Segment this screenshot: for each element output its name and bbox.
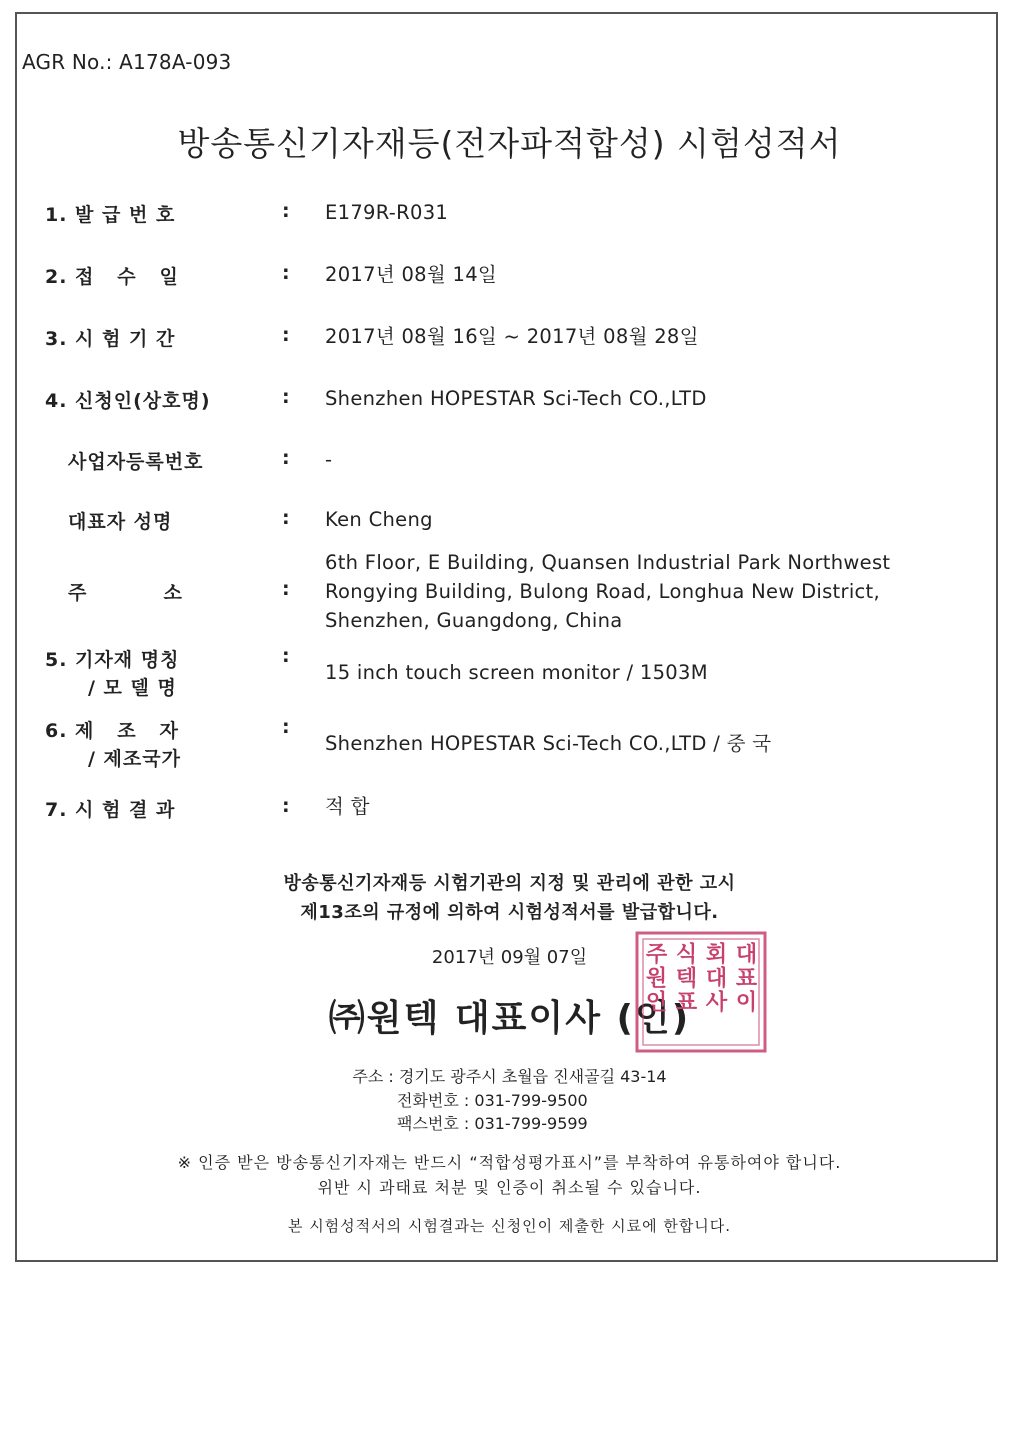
notice-line-1: 방송통신기자재등 시험기관의 지정 및 관리에 관한 고시 [283,873,736,894]
label-address: 주 소 [68,582,183,604]
colon-address: : [282,578,290,600]
seal-col-3: 식텍표 [672,942,697,1014]
company-seal [634,930,768,1054]
document-title: 방송통신기자재등(전자파적합성) 시험성적서 [177,124,842,163]
label-country: / 제조국가 [88,748,181,770]
label-representative: 대표자 성명 [68,511,173,533]
value-manufacturer: Shenzhen HOPESTAR Sci-Tech CO.,LTD / 중 국 [325,732,772,755]
label-receipt-date: 2. 접 수 일 [45,266,179,288]
value-representative: Ken Cheng [325,508,433,531]
address-line-2: Rongying Building, Bulong Road, Longhua New District, [325,580,881,603]
colon-manufacturer: : [282,716,290,738]
label-test-period: 3. 시 험 기 간 [45,328,176,350]
issue-date: 2017년 09월 07일 [431,947,588,968]
footer-line-3: 본 시험성적서의 시험결과는 신청인이 제출한 시료에 한합니다. [287,1217,732,1235]
colon-business-no: : [282,447,290,469]
agr-number: AGR No.: A178A-093 [22,50,232,74]
issuer-company: ㈜원텍 대표이사 (인) [328,998,691,1039]
label-manufacturer: 6. 제 조 자 [45,720,179,742]
colon-test-period: : [282,324,290,346]
value-issue-no: E179R-R031 [325,201,449,224]
issuer-address: 주소 : 경기도 광주시 초월읍 진새골길 43-14 [352,1067,667,1086]
value-business-no: - [325,448,333,471]
value-test-period: 2017년 08월 16일 ~ 2017년 08월 28일 [325,325,699,348]
footer-line-1: ※ 인증 받은 방송통신기자재는 반드시 “적합성평가표시”를 부착하여 유통하여야 합니다. [177,1153,842,1172]
footer-line-2: 위반 시 과태료 처분 및 인증이 취소될 수 있습니다. [317,1178,702,1197]
value-address [325,548,890,635]
seal-col-4: 주원인 [642,942,667,1014]
label-applicant: 4. 신청인(상호명) [45,390,211,412]
value-receipt-date: 2017년 08월 14일 [325,263,498,286]
value-result: 적 합 [325,795,370,818]
colon-issue-no: : [282,200,290,222]
address-line-3: Shenzhen, Guangdong, China [325,609,623,632]
notice-line-2: 제13조의 규정에 의하여 시험성적서를 발급합니다. [300,902,719,923]
address-line-1: 6th Floor, E Building, Quansen Industrial Park Northwest [325,551,891,574]
issuer-phone: 전화번호 : 031-799-9500 [397,1091,588,1110]
colon-receipt-date: : [282,262,290,284]
label-model: / 모 델 명 [88,677,177,699]
value-equipment: 15 inch touch screen monitor / 1503M [325,661,708,684]
label-issue-no: 1. 발 급 번 호 [45,204,176,226]
seal-col-2: 회대사 [702,942,727,1014]
colon-representative: : [282,507,290,529]
seal-col-1: 대표이 [732,942,757,1014]
colon-result: : [282,795,290,817]
issuer-fax: 팩스번호 : 031-799-9599 [397,1114,588,1133]
label-business-no: 사업자등록번호 [68,451,204,473]
colon-equipment: : [282,645,290,667]
label-result: 7. 시 험 결 과 [45,799,176,821]
label-equipment: 5. 기자재 명칭 [45,649,180,671]
colon-applicant: : [282,386,290,408]
value-applicant: Shenzhen HOPESTAR Sci-Tech CO.,LTD [325,387,707,410]
